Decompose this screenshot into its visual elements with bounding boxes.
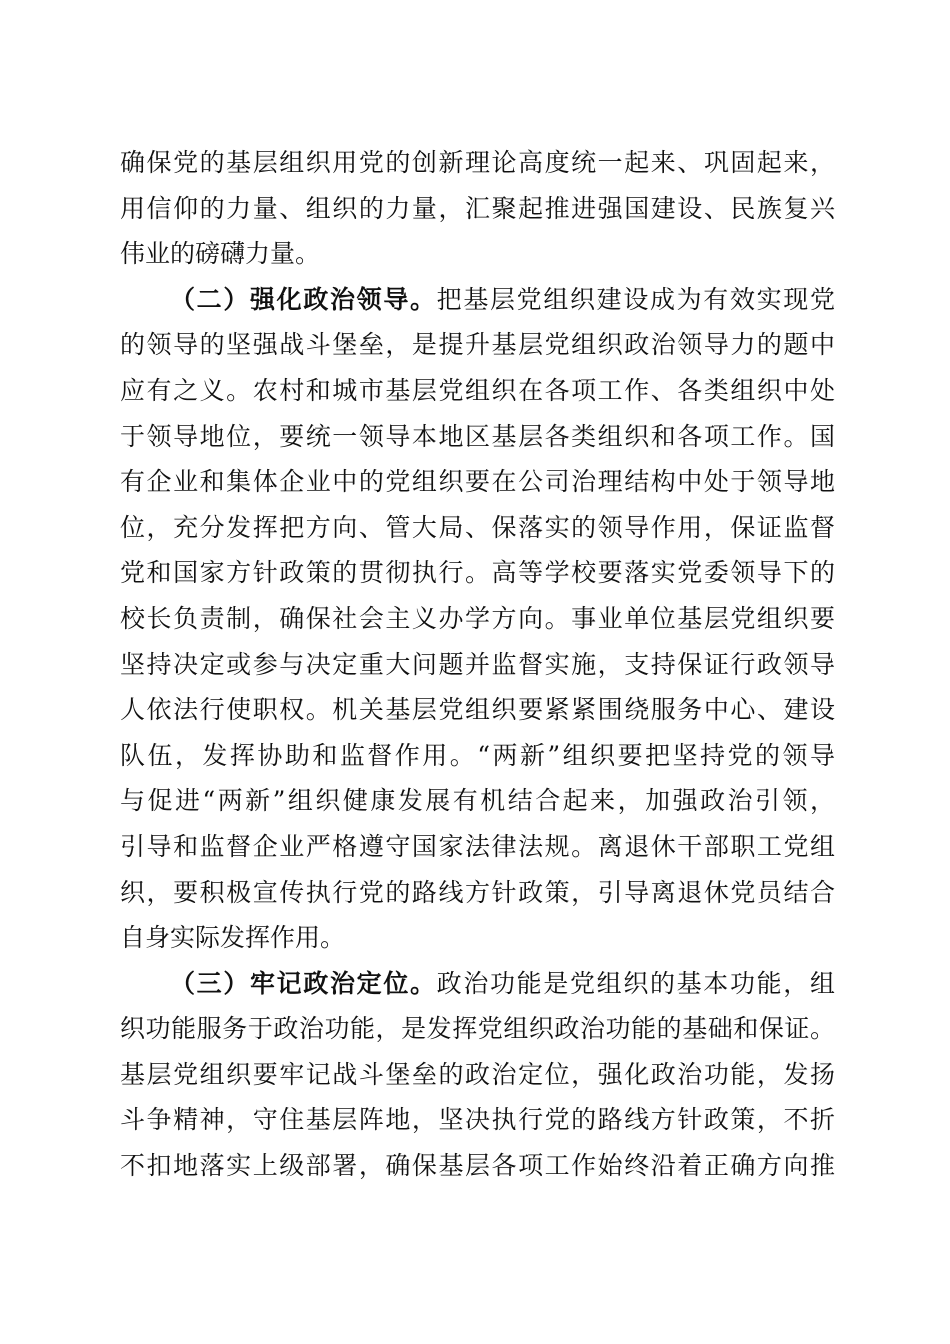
text-line: 校长负责制，确保社会主义办学方向。事业单位基层党组织要 xyxy=(120,603,835,633)
text-line: 引导和监督企业严格遵守国家法律法规。离退休干部职工党组 xyxy=(120,831,835,861)
section-heading: （二）强化政治领导。 xyxy=(170,284,437,314)
text-run: 把基层党组织建设成为有效实现党 xyxy=(436,284,835,314)
text-line: 用信仰的力量、组织的力量，汇聚起推进强国建设、民族复兴 xyxy=(120,193,835,223)
text-line: 斗争精神，守住基层阵地，坚决执行党的路线方针政策，不折 xyxy=(120,1105,835,1135)
text-line: 的领导的坚强战斗堡垒，是提升基层党组织政治领导力的题中 xyxy=(120,330,835,360)
text-line: 人依法行使职权。机关基层党组织要紧紧围绕服务中心、建设 xyxy=(120,695,835,725)
section-heading: （三）牢记政治定位。 xyxy=(170,968,437,998)
text-line: 与促进“两新”组织健康发展有机结合起来，加强政治引领， xyxy=(120,786,835,816)
text-line: 织功能服务于政治功能，是发挥党组织政治功能的基础和保证。 xyxy=(120,1014,835,1044)
text-line: 织，要积极宣传执行党的路线方针政策，引导离退休党员结合 xyxy=(120,877,835,907)
text-line: 党和国家方针政策的贯彻执行。高等学校要落实党委领导下的 xyxy=(120,558,835,588)
text-line: 基层党组织要牢记战斗堡垒的政治定位，强化政治功能，发扬 xyxy=(120,1059,835,1089)
text-line: 有企业和集体企业中的党组织要在公司治理结构中处于领导地 xyxy=(120,467,835,497)
body-text xyxy=(120,140,835,1189)
text-line: 应有之义。农村和城市基层党组织在各项工作、各类组织中处 xyxy=(120,375,835,405)
text-line: 位，充分发挥把方向、管大局、保落实的领导作用，保证监督 xyxy=(120,512,835,542)
text-line: 自身实际发挥作用。 xyxy=(120,923,346,953)
text-line xyxy=(120,961,835,1007)
text-line: 伟业的磅礴力量。 xyxy=(120,239,321,269)
text-line xyxy=(120,277,835,323)
text-line: 坚持决定或参与决定重大问题并监督实施，支持保证行政领导 xyxy=(120,649,835,679)
paragraph-continuation xyxy=(120,140,835,277)
text-line: 于领导地位，要统一领导本地区基层各类组织和各项工作。国 xyxy=(120,421,835,451)
paragraph-political-positioning xyxy=(120,961,835,1189)
paragraph-strengthen-political-leadership xyxy=(120,277,835,961)
text-run: 政治功能是党组织的基本功能，组 xyxy=(436,968,835,998)
text-line: 不扣地落实上级部署，确保基层各项工作始终沿着正确方向推 xyxy=(120,1151,835,1181)
text-line: 确保党的基层组织用党的创新理论高度统一起来、巩固起来， xyxy=(120,148,835,177)
text-line: 队伍，发挥协助和监督作用。“两新”组织要把坚持党的领导 xyxy=(120,740,835,770)
